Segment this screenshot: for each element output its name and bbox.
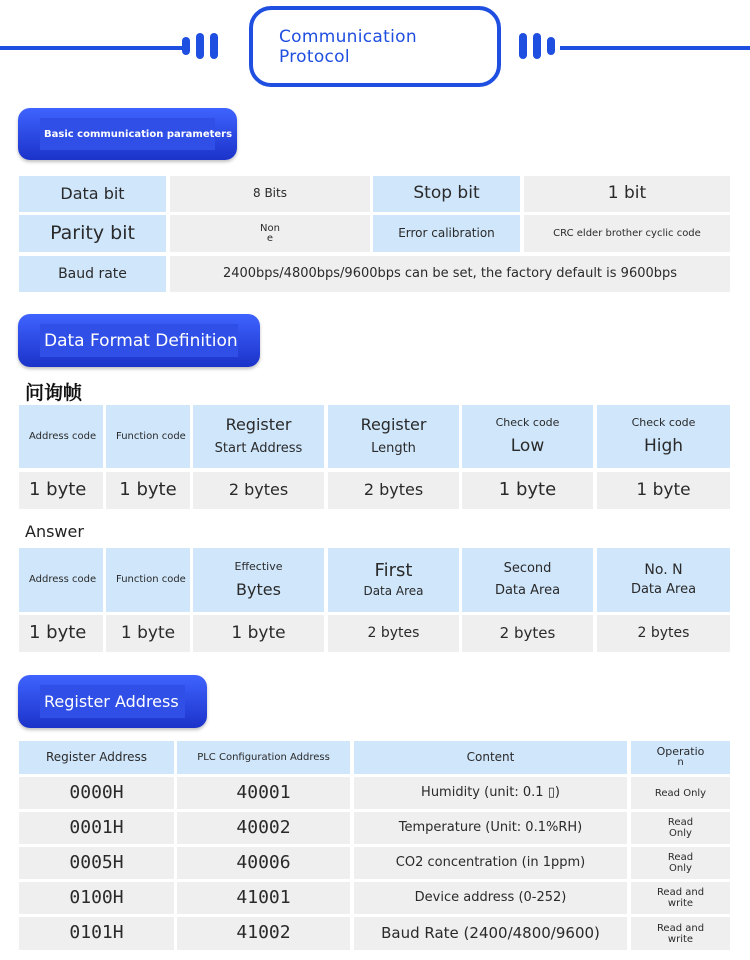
header-title-box — [249, 6, 501, 87]
answer-header-effective — [193, 548, 324, 612]
register-row-4-operation-l2: write — [667, 933, 694, 945]
register-row-0-content: Humidity (unit: 0.1 ▯) — [354, 777, 627, 809]
data-bit-value: 8 Bits — [170, 176, 370, 212]
header-bars-right — [519, 33, 555, 59]
inquiry-header-reg-start-l1: Register — [225, 415, 292, 435]
answer-header-function-text: Function code — [116, 574, 186, 586]
answer-header-first-l2: Data Area — [363, 584, 424, 599]
register-row-3-operation-l2: write — [667, 898, 694, 909]
header-title-line1: Communication — [279, 27, 417, 47]
answer-header-function — [106, 548, 190, 612]
inquiry-value-address: 1 byte — [19, 472, 103, 509]
register-row-1-content: Temperature (Unit: 0.1%RH) — [354, 812, 627, 844]
inquiry-header-address — [19, 405, 103, 468]
register-row-1-address: 0001H — [19, 812, 174, 844]
inquiry-header-check-low-l1: Check code — [495, 415, 560, 429]
register-row-0-operation — [631, 777, 730, 809]
register-header-address: Register Address — [19, 741, 174, 774]
answer-header-first — [328, 548, 459, 612]
header-bars-left — [182, 33, 218, 59]
inquiry-header-reg-start-l2: Start Address — [214, 440, 303, 456]
answer-value-second: 2 bytes — [462, 615, 593, 652]
answer-header-nth-l2: Data Area — [630, 581, 697, 597]
inquiry-header-check-low — [462, 405, 593, 468]
error-calibration-label: Error calibration — [373, 215, 520, 252]
parity-bit-value — [170, 215, 370, 252]
register-row-0-operation-l1: Read Only — [654, 787, 707, 799]
answer-header-second — [462, 548, 593, 612]
inquiry-header-check-low-l2: Low — [510, 435, 545, 456]
register-row-0-plc: 40001 — [177, 777, 350, 809]
register-row-4-operation — [631, 917, 730, 950]
register-row-1-operation-l2: Only — [669, 828, 692, 839]
inquiry-header-reg-length-l2: Length — [371, 440, 416, 456]
answer-header-first-l1: First — [374, 559, 413, 581]
register-row-4-plc: 41002 — [177, 917, 350, 950]
inquiry-header-reg-length-l1: Register — [360, 415, 427, 435]
section-format-title: Data Format Definition — [40, 324, 238, 357]
stop-bit-label: Stop bit — [373, 176, 520, 212]
answer-header-address — [19, 548, 103, 612]
register-header-plc: PLC Configuration Address — [177, 741, 350, 774]
answer-header-address-text: Address code — [29, 574, 97, 586]
register-row-0-address: 0000H — [19, 777, 174, 809]
register-header-operation-l1: Operatio — [656, 745, 705, 759]
register-row-3-address: 0100H — [19, 882, 174, 914]
answer-frame-title: Answer — [25, 522, 84, 541]
baud-rate-label: Baud rate — [19, 256, 166, 292]
parity-bit-label: Parity bit — [19, 215, 166, 252]
register-row-2-plc: 40006 — [177, 847, 350, 879]
inquiry-value-function: 1 byte — [106, 472, 190, 509]
inquiry-header-check-high-l2: High — [643, 435, 684, 456]
answer-value-nth: 2 bytes — [597, 615, 730, 652]
section-format-pill — [18, 314, 260, 367]
register-row-3-content: Device address (0-252) — [354, 882, 627, 914]
inquiry-frame-title: 问询帧 — [25, 382, 83, 404]
register-header-operation — [631, 741, 730, 774]
register-row-2-operation-l2: Only — [669, 863, 692, 874]
baud-rate-value: 2400bps/4800bps/9600bps can be set, the factory default is 9600bps — [170, 256, 730, 292]
inquiry-header-function-text: Function code — [116, 430, 186, 442]
inquiry-value-reg-length: 2 bytes — [328, 472, 459, 509]
answer-value-effective: 1 byte — [193, 615, 324, 652]
answer-header-nth-l1: No. N — [644, 562, 683, 579]
parity-value-part1: Non — [260, 222, 280, 234]
answer-header-second-l1: Second — [503, 560, 552, 576]
register-header-content: Content — [354, 741, 627, 774]
inquiry-value-check-low: 1 byte — [462, 472, 593, 509]
inquiry-value-reg-start: 2 bytes — [193, 472, 324, 509]
header-title-line2: Protocol — [279, 47, 350, 67]
answer-header-second-l2: Data Area — [494, 582, 561, 598]
parity-value-part2: e — [266, 232, 274, 244]
answer-header-effective-l2: Bytes — [236, 579, 281, 599]
answer-value-address: 1 byte — [19, 615, 103, 652]
section-register-pill — [18, 675, 207, 728]
error-calibration-value: CRC elder brother cyclic code — [524, 215, 730, 252]
register-row-2-operation — [631, 847, 730, 879]
register-row-2-content: CO2 concentration (in 1ppm) — [354, 847, 627, 879]
answer-value-first: 2 bytes — [328, 615, 459, 652]
register-row-3-plc: 41001 — [177, 882, 350, 914]
data-bit-label: Data bit — [19, 176, 166, 212]
register-header-operation-l2: n — [677, 757, 684, 769]
register-row-1-operation — [631, 812, 730, 844]
answer-header-effective-l1: Effective — [234, 559, 283, 573]
section-basic-title: Basic communication parameters — [40, 118, 215, 150]
inquiry-value-check-high: 1 byte — [597, 472, 730, 509]
register-row-1-operation-l1: Read — [667, 817, 694, 828]
register-row-2-address: 0005H — [19, 847, 174, 879]
register-row-3-operation — [631, 882, 730, 914]
header-line-left — [0, 46, 190, 50]
register-row-1-plc: 40002 — [177, 812, 350, 844]
inquiry-header-function — [106, 405, 190, 468]
register-row-4-address: 0101H — [19, 917, 174, 950]
header-line-right — [560, 46, 750, 50]
inquiry-header-reg-length — [328, 405, 459, 468]
register-row-4-operation-l1: Read and — [656, 922, 705, 934]
inquiry-header-check-high — [597, 405, 730, 468]
answer-header-nth — [597, 548, 730, 612]
inquiry-header-reg-start — [193, 405, 324, 468]
inquiry-header-address-text: Address code — [29, 430, 97, 442]
register-row-2-operation-l1: Read — [667, 852, 694, 863]
register-row-3-operation-l1: Read and — [656, 887, 705, 898]
section-register-title: Register Address — [40, 685, 185, 718]
answer-value-function: 1 byte — [106, 615, 190, 652]
stop-bit-value: 1 bit — [524, 176, 730, 212]
inquiry-header-check-high-l1: Check code — [631, 415, 696, 429]
section-basic-pill — [18, 108, 237, 160]
register-row-4-content: Baud Rate (2400/4800/9600) — [354, 917, 627, 950]
